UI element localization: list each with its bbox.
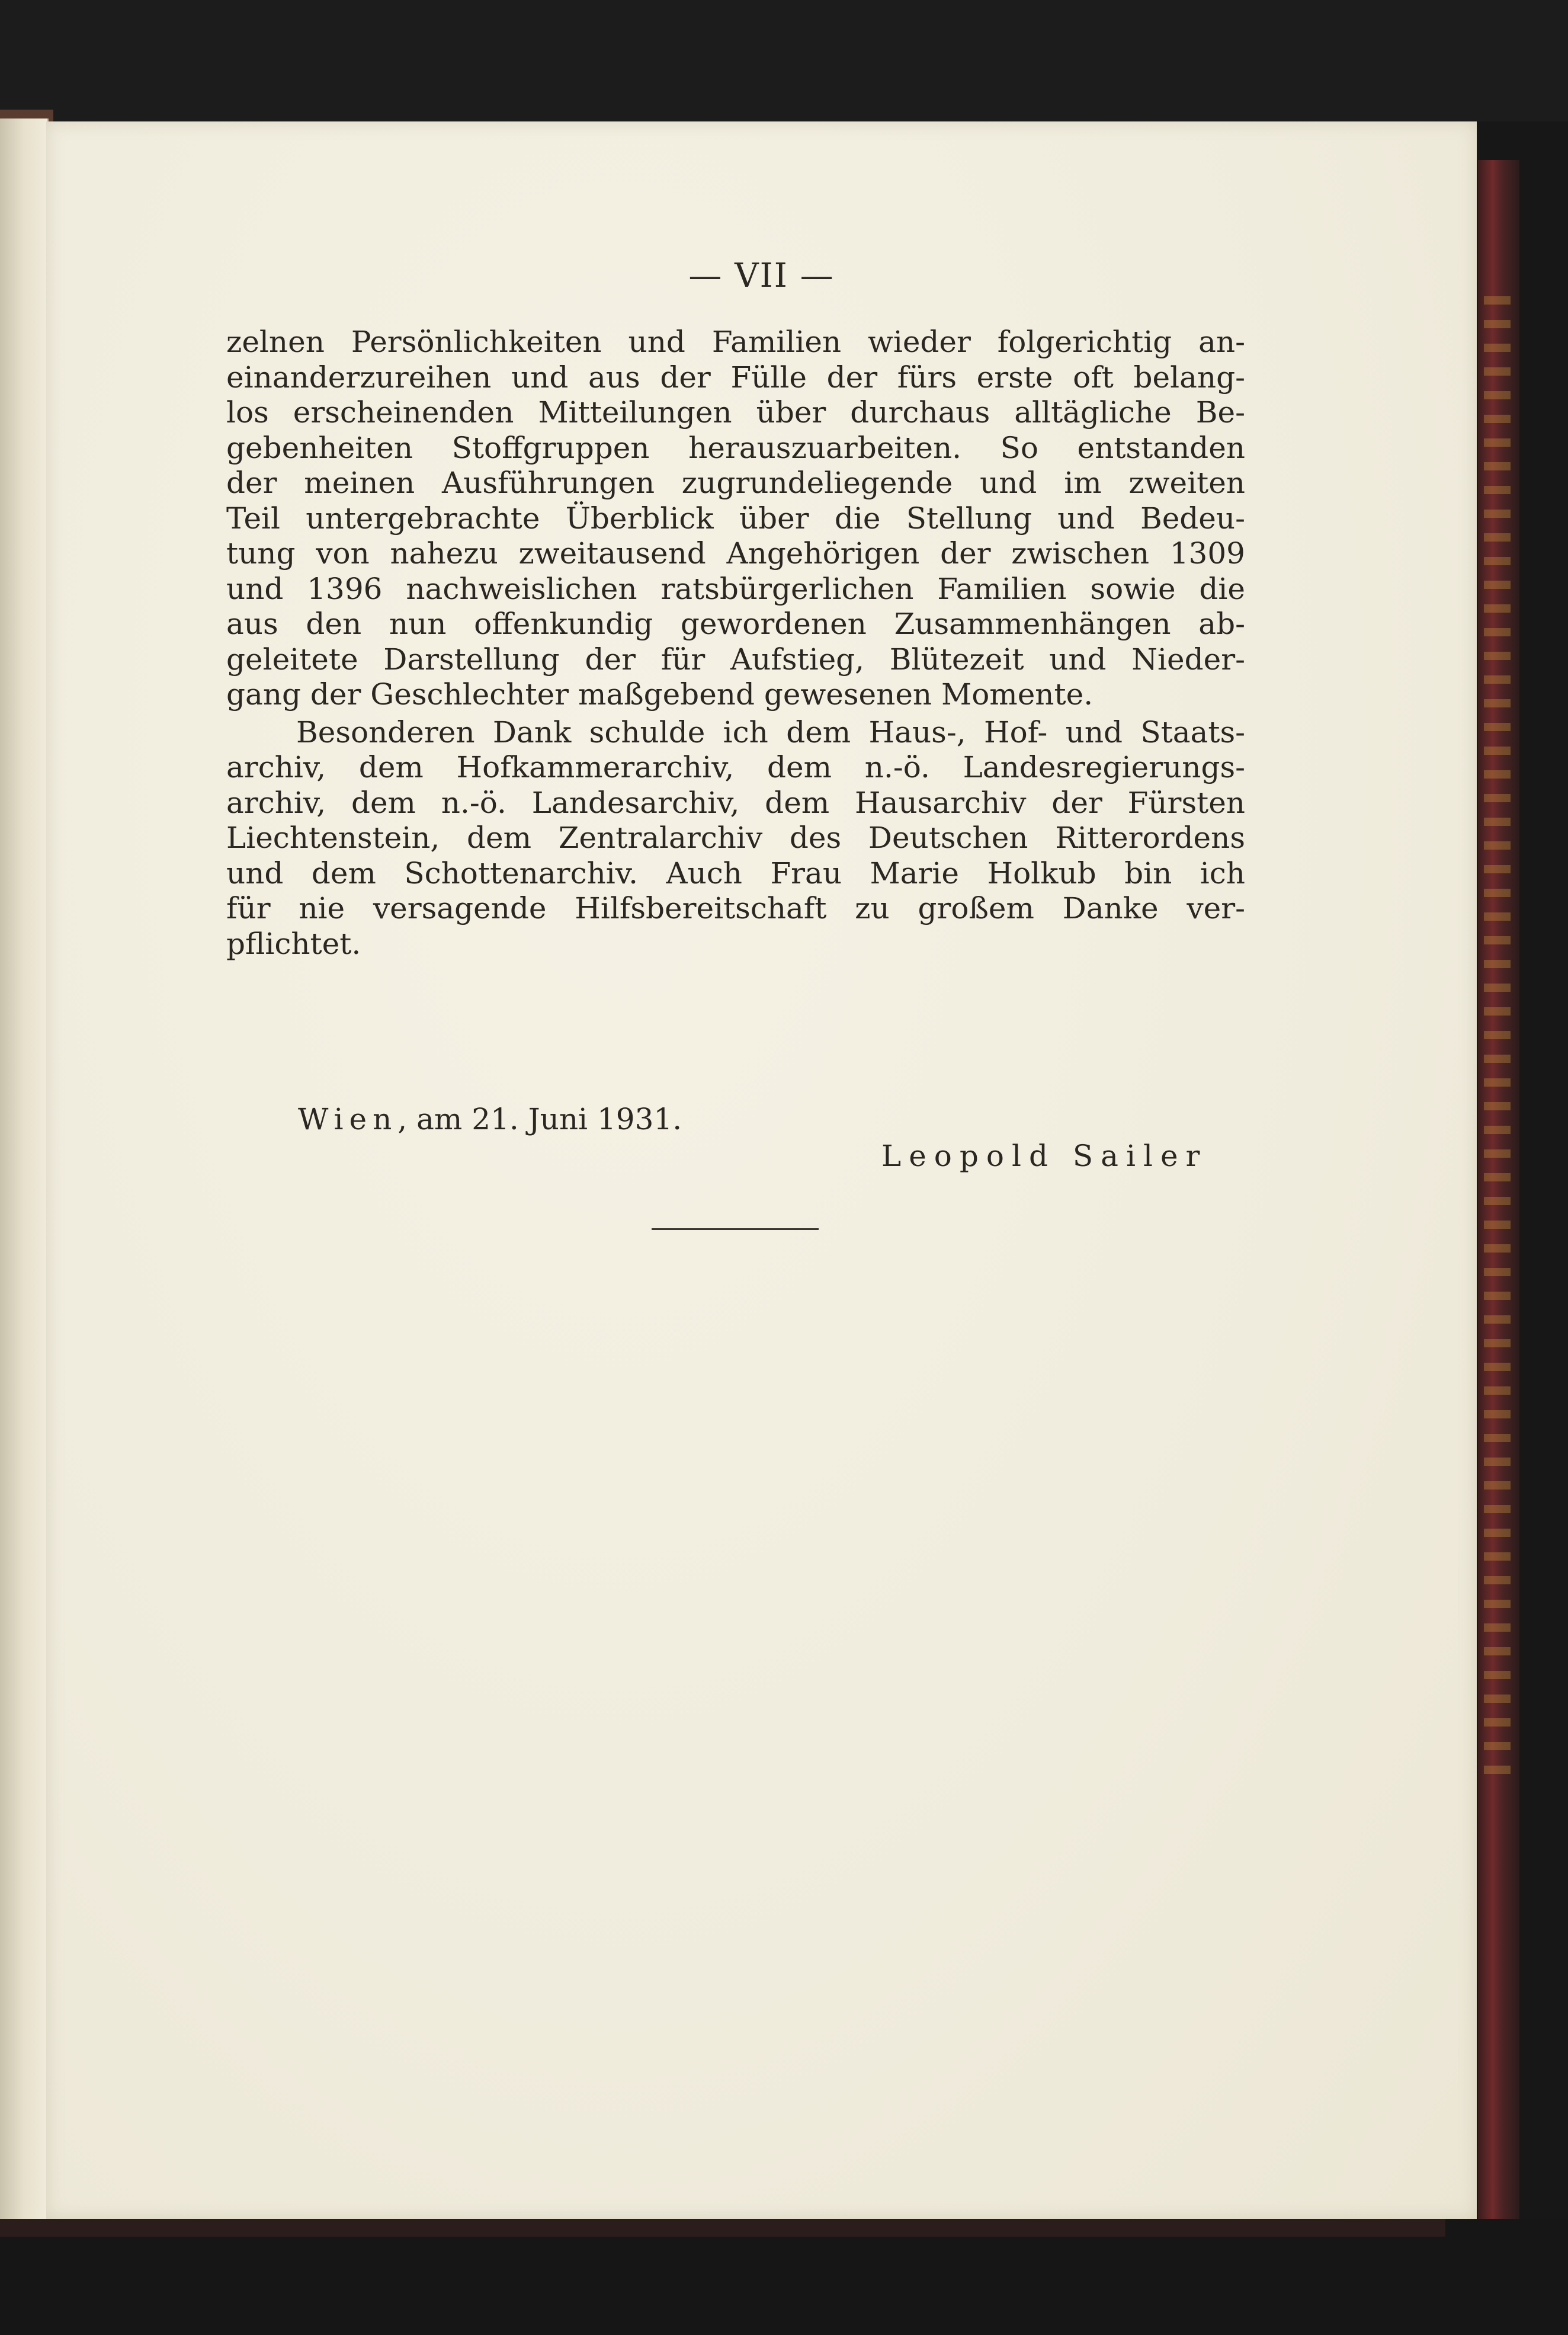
text-line: los erscheinenden Mitteilungen über durchaus alltägliche Be- — [226, 395, 1245, 430]
text-line: Teil untergebrachte Überblick über die Stellung und Bedeu- — [226, 501, 1245, 536]
text-line: archiv, dem n.-ö. Landesarchiv, dem Hausarchiv der Fürsten — [226, 785, 1245, 820]
date-line — [298, 1102, 682, 1136]
text-line: tung von nahezu zweitausend Angehörigen der zwischen 1309 — [226, 536, 1245, 571]
paragraph-1 — [226, 325, 1245, 713]
text-line: der meinen Ausführungen zugrundeliegende und im zweiten — [226, 466, 1245, 500]
paragraph-2 — [226, 715, 1245, 962]
text-line: für nie versagende Hilfsbereitschaft zu großem Danke ver- — [226, 891, 1245, 925]
closing-rule — [652, 1228, 819, 1230]
cover-bottom-edge — [0, 2219, 1445, 2237]
text-line: gebenheiten Stoffgruppen herauszuarbeiten. So entstanden — [226, 430, 1245, 465]
book-page — [46, 121, 1477, 2219]
text-line: aus den nun offenkundig gewordenen Zusammenhängen ab- — [226, 607, 1245, 641]
text-line: geleitete Darstellung der für Aufstieg, Blütezeit und Nieder- — [226, 642, 1245, 677]
text-line: archiv, dem Hofkammerarchiv, dem n.-ö. Landesregierungs- — [226, 750, 1245, 784]
text-line: und 1396 nachweislichen ratsbürgerlichen Familien sowie die — [226, 571, 1245, 606]
text-line: zelnen Persönlichkeiten und Familien wieder folgerichtig an- — [226, 325, 1245, 359]
scan-background-top — [0, 0, 1568, 121]
text-line: pflichtet. — [226, 926, 361, 961]
text-line: gang der Geschlechter maßgebend gewesenen Momente. — [226, 677, 1094, 712]
page-number: — VII — — [688, 257, 835, 295]
date-place: Wien — [298, 1102, 398, 1136]
body-text — [226, 325, 1245, 962]
author-signature: Leopold Sailer — [881, 1139, 1208, 1173]
text-line: Besonderen Dank schulde ich dem Haus-, Hof- und Staats- — [296, 715, 1245, 749]
binding-ornament — [1484, 296, 1511, 1777]
text-line: Liechtenstein, dem Zentralarchiv des Deutschen Ritterordens — [226, 821, 1245, 855]
date-text: , am 21. Juni 1931. — [397, 1102, 682, 1136]
facing-page-edge — [0, 118, 49, 2228]
text-line: und dem Schottenarchiv. Auch Frau Marie Holkub bin ich — [226, 856, 1245, 891]
text-line: einanderzureihen und aus der Fülle der fürs erste oft belang- — [226, 360, 1245, 395]
